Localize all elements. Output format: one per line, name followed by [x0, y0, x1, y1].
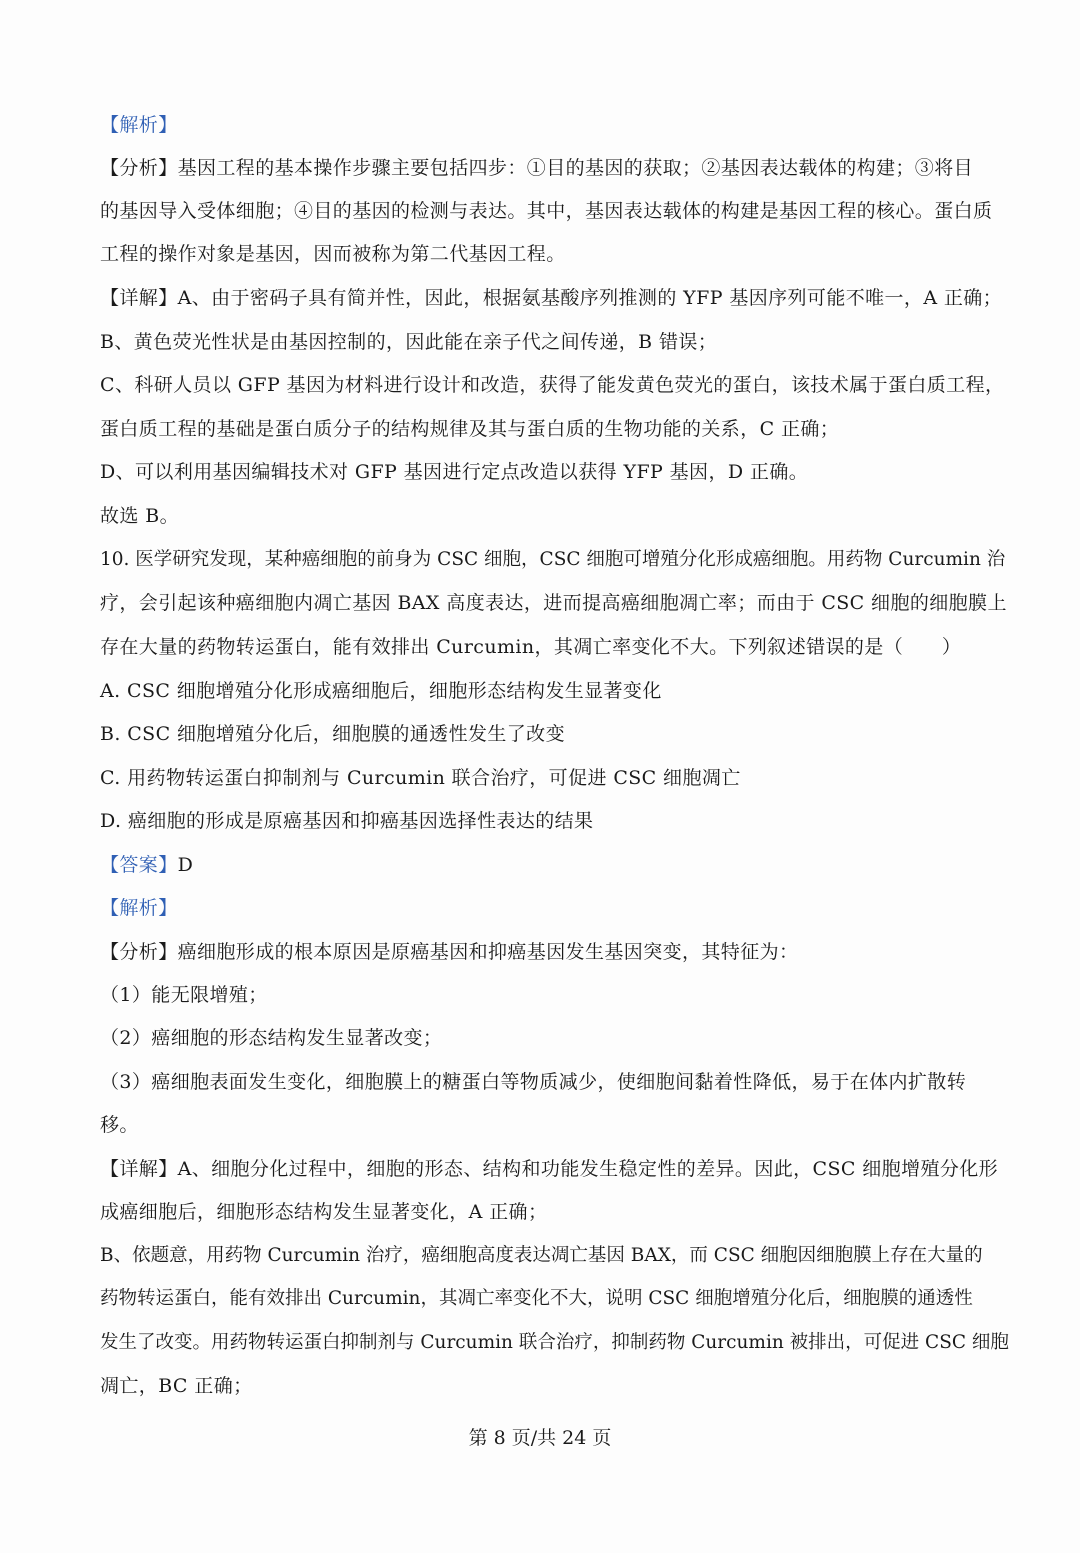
analysis-heading — [100, 895, 1010, 921]
detail-line: D、可以利用基因编辑技术对 GFP 基因进行定点改造以获得 YFP 基因，D 正确。 — [100, 461, 809, 483]
analysis-line: 工程的操作对象是基因，因而被称为第二代基因工程。 — [100, 243, 566, 265]
feature-item: （1）能无限增殖； — [100, 984, 268, 1006]
detail-tag: 【详解】 — [100, 287, 178, 309]
text-span: A、细胞分化过程中，细胞的形态、结构和功能发生稳定性的差异。因此，CSC 细胞增殖分化形 — [177, 1158, 999, 1180]
detail-line: B、依题意，用药物 Curcumin 治疗，癌细胞高度表达凋亡基因 BAX，而 CSC 细胞因细胞膜上存在大量的 — [100, 1245, 983, 1266]
analysis-line — [100, 155, 1010, 181]
option-d: D. 癌细胞的形成是原癌基因和抑癌基因选择性表达的结果 — [100, 810, 594, 832]
analysis-line: 的基因导入受体细胞；④目的基因的检测与表达。其中，基因表达载体的构建是基因工程的核心。蛋白质 — [100, 200, 993, 222]
page-number: 第 8 页/共 24 页 — [468, 1427, 612, 1449]
feature-item: （2）癌细胞的形态结构发生显著改变； — [100, 1027, 443, 1049]
analysis-line — [100, 939, 1010, 965]
detail-line — [100, 285, 1010, 311]
detail-line: C、科研人员以 GFP 基因为材料进行设计和改造，获得了能发黄色荧光的蛋白，该技术属于蛋白质工程， — [100, 374, 1005, 396]
detail-line: 成癌细胞后，细胞形态结构发生显著变化，A 正确； — [100, 1201, 548, 1223]
text-span: 癌细胞形成的根本原因是原癌基因和抑癌基因发生基因突变，其特征为： — [177, 941, 799, 963]
question-stem-line: 存在大量的药物转运蛋白，能有效排出 Curcumin，其凋亡率变化不大。下列叙述错误的是（ ） — [100, 636, 962, 658]
analysis-tag: 【解析】 — [100, 114, 178, 136]
option-a: A. CSC 细胞增殖分化形成癌细胞后，细胞形态结构发生显著变化 — [100, 680, 662, 702]
detail-line: 凋亡，BC 正确； — [100, 1375, 253, 1397]
answer-line — [100, 852, 1010, 878]
analysis-sub-tag: 【分析】 — [100, 157, 178, 179]
option-b: B. CSC 细胞增殖分化后，细胞膜的通透性发生了改变 — [100, 723, 565, 745]
option-c: C. 用药物转运蛋白抑制剂与 Curcumin 联合治疗，可促进 CSC 细胞凋亡 — [100, 767, 741, 789]
question-stem-line: 疗，会引起该种癌细胞内凋亡基因 BAX 高度表达，进而提高癌细胞凋亡率；而由于 CSC 细胞的细胞膜上 — [100, 592, 1007, 614]
answer-tag: 【答案】 — [100, 854, 178, 876]
answer-value: D — [177, 854, 194, 876]
detail-line: 发生了改变。用药物转运蛋白抑制剂与 Curcumin 联合治疗，抑制药物 Curcumin 被排出，可促进 CSC 细胞 — [100, 1332, 1009, 1353]
text-span: A、由于密码子具有简并性，因此，根据氨基酸序列推测的 YFP 基因序列可能不唯一，A 正确； — [177, 287, 1003, 309]
feature-item-continued: 移。 — [100, 1114, 139, 1136]
choice-conclusion: 故选 B。 — [100, 505, 180, 527]
detail-line: 蛋白质工程的基础是蛋白质分子的结构规律及其与蛋白质的生物功能的关系，C 正确； — [100, 418, 840, 440]
analysis-heading — [100, 112, 1010, 138]
analysis-tag: 【解析】 — [100, 897, 178, 919]
detail-line: B、黄色荧光性状是由基因控制的，因此能在亲子代之间传递，B 错误； — [100, 331, 718, 353]
feature-item: （3）癌细胞表面发生变化，细胞膜上的糖蛋白等物质减少，使细胞间黏着性降低，易于在体内扩散转 — [100, 1071, 967, 1093]
detail-tag: 【详解】 — [100, 1158, 178, 1180]
text-span: 基因工程的基本操作步骤主要包括四步：①目的基因的获取；②基因表达载体的构建；③将目 — [177, 157, 974, 179]
detail-line — [100, 1156, 1010, 1182]
detail-line: 药物转运蛋白，能有效排出 Curcumin，其凋亡率变化不大，说明 CSC 细胞增殖分化后，细胞膜的通透性 — [100, 1288, 973, 1309]
analysis-sub-tag: 【分析】 — [100, 941, 178, 963]
question-stem-line: 10. 医学研究发现，某种癌细胞的前身为 CSC 细胞，CSC 细胞可增殖分化形成癌细胞。用药物 Curcumin 治 — [100, 549, 1006, 570]
